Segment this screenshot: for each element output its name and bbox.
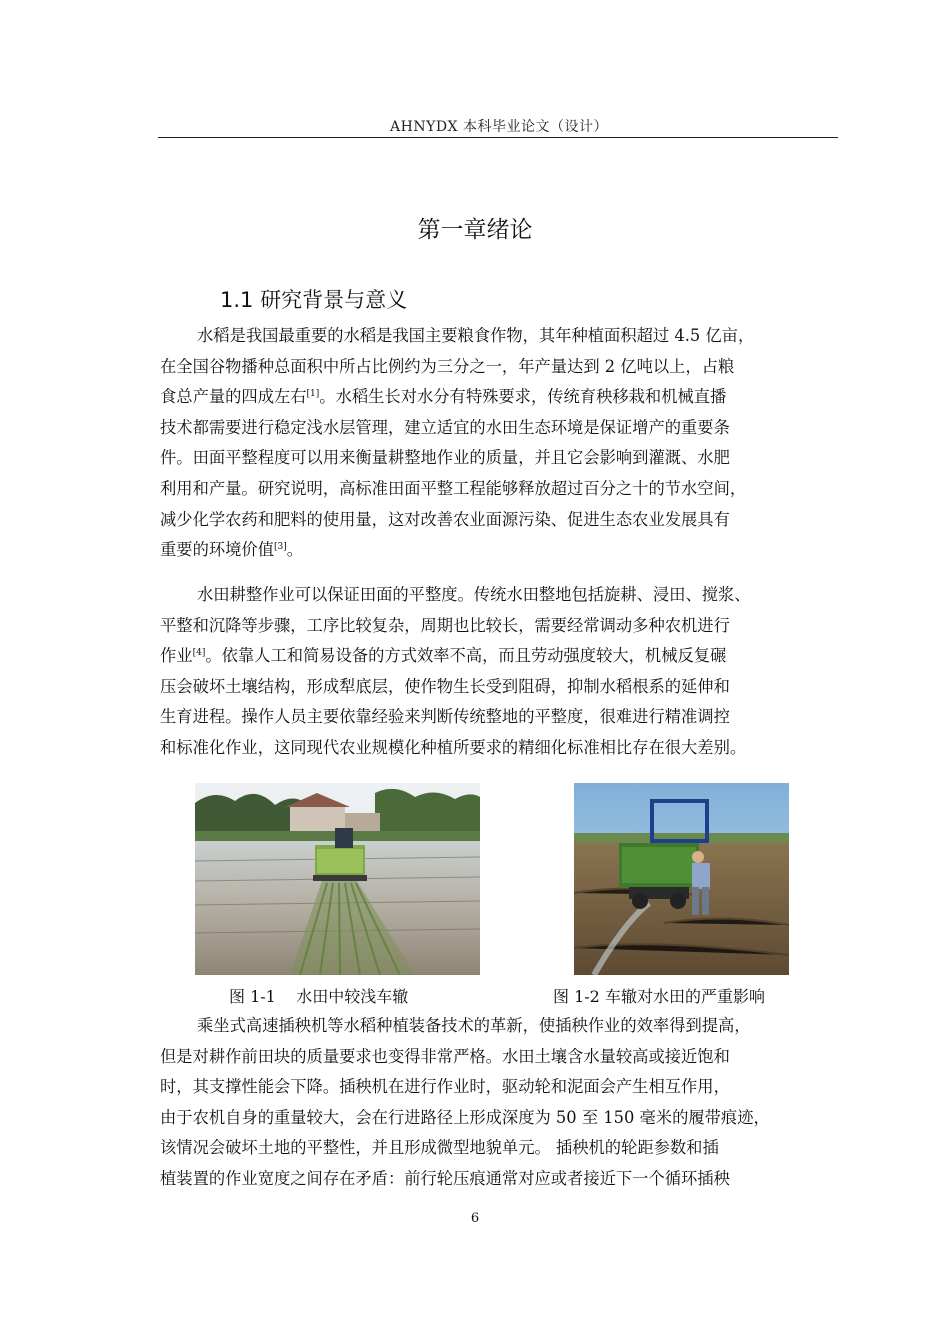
header-rule — [158, 137, 838, 138]
text-line — [160, 672, 840, 703]
text-line — [160, 733, 840, 764]
paragraph-2 — [160, 580, 840, 764]
citation-reference: [4] — [192, 648, 206, 659]
line-text-continued: 。 — [286, 540, 304, 560]
text-line — [160, 1072, 840, 1103]
line-text: 平整和沉降等步骤，工序比较复杂，周期也比较长，需要经常调动多种农机进行 — [160, 615, 730, 635]
line-text: 时，其支撑性能会下降。插秧机在进行作业时，驱动轮和泥面会产生相互作用， — [160, 1077, 730, 1097]
text-line — [160, 702, 840, 733]
line-text: 和标准化作业，这同现代农业规模化种植所要求的精细化标准相比存在很大差别。 — [160, 737, 747, 757]
chapter-title: 第一章绪论 — [417, 217, 533, 243]
text-line — [160, 535, 840, 566]
figure-1-2-label: 图 1-2 — [553, 987, 600, 1006]
line-text: 食总产量的四成左右 — [160, 387, 307, 407]
running-header: AHNYDX 本科毕业论文（设计） — [390, 119, 608, 135]
line-text: 减少化学农药和肥料的使用量，这对改善农业面源污染、促进生态农业发展具有 — [160, 509, 730, 529]
line-text: 由于农机自身的重量较大，会在行进路径上形成深度为 50 至 150 毫米的履带痕迹， — [160, 1107, 770, 1127]
text-line — [160, 641, 840, 672]
text-line — [160, 1011, 840, 1042]
figure-1-1-label: 图 1-1 — [229, 987, 276, 1006]
paddy-photo-severe-ruts — [574, 783, 789, 975]
text-line — [160, 580, 840, 611]
section-title — [220, 284, 407, 314]
section-title-text: 研究背景与意义 — [260, 288, 408, 312]
line-text: 在全国谷物播种总面积中所占比例约为三分之一，年产量达到 2 亿吨以上，占粮 — [160, 356, 735, 376]
line-text: 重要的环境价值 — [160, 540, 274, 560]
line-text: 技术都需要进行稳定浅水层管理，建立适宜的水田生态环境是保证增产的重要条 — [160, 417, 730, 437]
line-text: 压会破坏土壤结构，形成犁底层，使作物生长受到阻碍，抑制水稻根系的延伸和 — [160, 676, 730, 696]
citation-reference: [1] — [306, 389, 320, 400]
line-text: 件。田面平整程度可以用来衡量耕整地作业的质量，并且它会影响到灌溉、水肥 — [160, 448, 730, 468]
citation-reference: [3] — [273, 542, 287, 553]
text-line — [160, 505, 840, 536]
line-text-continued: 。水稻生长对水分有特殊要求，传统育秧移栽和机械直播 — [319, 387, 727, 407]
line-text: 作业 — [160, 646, 193, 666]
text-line — [160, 611, 840, 642]
text-line — [160, 1042, 840, 1073]
line-text: 植装置的作业宽度之间存在矛盾：前行轮压痕通常对应或者接近下一个循环插秧 — [160, 1168, 730, 1188]
page-number: 6 — [470, 1211, 480, 1226]
text-line — [160, 1133, 840, 1164]
text-line — [160, 352, 840, 383]
figure-1-2-caption — [553, 984, 765, 1007]
paragraph-3 — [160, 1011, 840, 1195]
line-text: 利用和产量。研究说明，高标准田面平整工程能够释放超过百分之十的节水空间， — [160, 478, 747, 498]
text-line — [160, 413, 840, 444]
line-text: 乘坐式高速插秧机等水稻种植装备技术的革新，使插秧作业的效率得到提高， — [197, 1016, 751, 1035]
line-text: 水稻是我国最重要的水稻是我国主要粮食作物，其年种植面积超过 4.5 亿亩， — [197, 326, 755, 345]
line-text-continued: 。依靠人工和简易设备的方式效率不高，而且劳动强度较大，机械反复碾 — [205, 646, 727, 666]
figure-1-1-photo — [195, 783, 480, 975]
section-number: 1.1 — [220, 288, 254, 312]
text-line — [160, 321, 840, 352]
line-text: 该情况会破坏土地的平整性，并且形成微型地貌单元。 插秧机的轮距参数和插 — [160, 1138, 719, 1158]
paddy-photo-shallow-ruts — [195, 783, 480, 975]
text-line — [160, 1103, 840, 1134]
figure-1-2-caption-text: 车辙对水田的严重影响 — [604, 987, 765, 1006]
line-text: 生育进程。操作人员主要依靠经验来判断传统整地的平整度，很难进行精准调控 — [160, 707, 730, 727]
line-text: 水田耕整作业可以保证田面的平整度。传统水田整地包括旋耕、浸田、搅浆、 — [197, 585, 751, 604]
figure-1-1-caption-text: 水田中较浅车辙 — [296, 987, 409, 1006]
paragraph-1 — [160, 321, 840, 566]
text-line — [160, 382, 840, 413]
figure-1-2-photo — [574, 783, 789, 975]
line-text: 但是对耕作前田块的质量要求也变得非常严格。水田土壤含水量较高或接近饱和 — [160, 1046, 730, 1066]
text-line — [160, 443, 840, 474]
text-line — [160, 474, 840, 505]
figure-1-1-caption — [229, 984, 408, 1007]
text-line — [160, 1164, 840, 1195]
